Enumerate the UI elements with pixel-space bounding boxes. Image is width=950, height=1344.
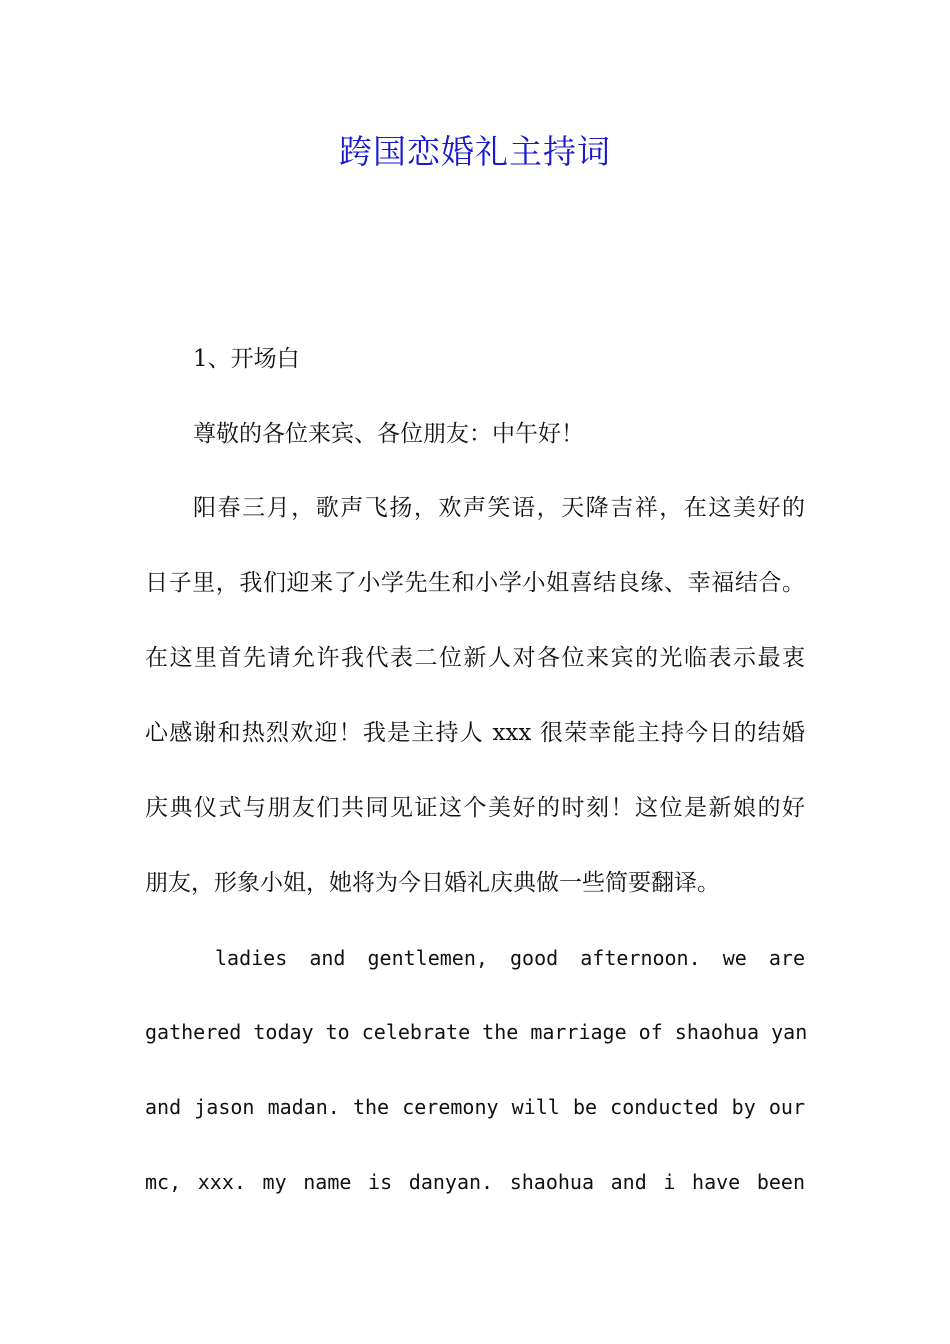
paragraph-cn-line-1: 阳春三月，歌声飞扬，欢声笑语，天降吉祥，在这美好的 — [193, 495, 805, 521]
greeting-line: 尊敬的各位来宾、各位朋友：中午好！ — [193, 421, 584, 447]
paragraph-cn-line-3: 在这里首先请允许我代表二位新人对各位来宾的光临表示最衷 — [145, 645, 805, 671]
paragraph-cn-line-6: 朋友，形象小姐，她将为今日婚礼庆典做一些简要翻译。 — [145, 870, 720, 896]
paragraph-en-line-3: and jason madan. the ceremony will be conducted by our — [145, 1095, 805, 1119]
document-title: 跨国恋婚礼主持词 — [339, 132, 611, 171]
paragraph-en-line-2: gathered today to celebrate the marriage of shaohua yan — [145, 1020, 808, 1044]
paragraph-cn-line-4: 心感谢和热烈欢迎！我是主持人 xxx 很荣幸能主持今日的结婚 — [145, 720, 805, 746]
paragraph-en-line-1: ladies and gentlemen, good afternoon. we are — [215, 946, 805, 970]
paragraph-cn-line-2: 日子里，我们迎来了小学先生和小学小姐喜结良缘、幸福结合。 — [145, 570, 805, 596]
paragraph-en-line-4: mc, xxx. my name is danyan. shaohua and i have been — [145, 1170, 805, 1194]
paragraph-cn-line-5: 庆典仪式与朋友们共同见证这个美好的时刻！这位是新娘的好 — [145, 795, 805, 821]
section-heading: 1、开场白 — [193, 346, 300, 372]
